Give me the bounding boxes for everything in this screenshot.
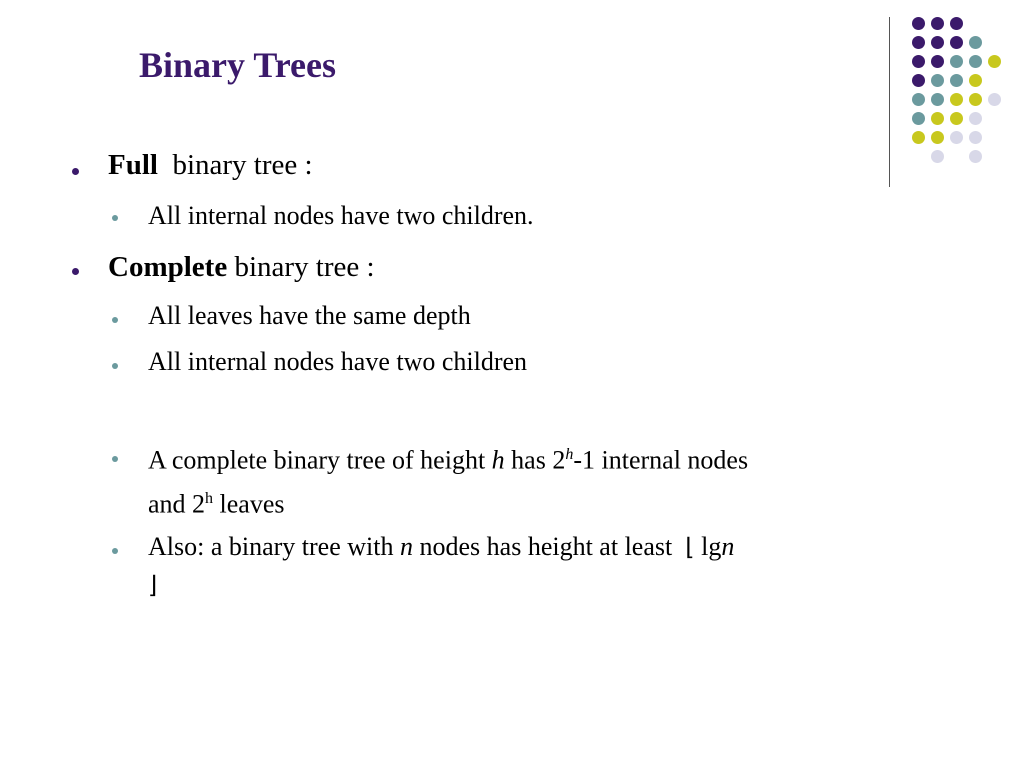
- floor-right-symbol: ⌋: [148, 571, 158, 599]
- also-text-1: Also: a binary tree with: [148, 532, 394, 561]
- decorative-dot: [950, 55, 963, 68]
- sub-bullet-icon: [112, 317, 118, 323]
- decorative-dot: [931, 93, 944, 106]
- also-text-2: nodes has height at least: [419, 532, 673, 561]
- height-sup: h: [565, 446, 574, 463]
- bullet-complete-term: Complete: [108, 251, 228, 283]
- decorative-dot: [950, 36, 963, 49]
- decorative-dot: [969, 74, 982, 87]
- sub-bullet-height: [148, 436, 908, 523]
- height-text-1: A complete binary tree of height: [148, 445, 486, 475]
- decorative-dot: [969, 55, 982, 68]
- bullet-full-text: binary tree :: [172, 149, 313, 181]
- decorative-dot: [912, 17, 925, 30]
- decorative-dot: [931, 17, 944, 30]
- also-var: n: [400, 532, 413, 561]
- decorative-dot: [912, 74, 925, 87]
- decorative-dot: [969, 150, 982, 163]
- decorative-dot: [931, 112, 944, 125]
- bullet-full-term: Full: [108, 149, 158, 181]
- decorative-dot: [931, 150, 944, 163]
- sub-bullet-icon: [112, 363, 118, 369]
- decorative-dot: [950, 131, 963, 144]
- slide-title: Binary Trees: [139, 45, 336, 85]
- sub-bullet-icon: [112, 215, 118, 221]
- decorative-dot: [950, 112, 963, 125]
- also-var-2: n: [721, 532, 735, 561]
- bullet-complete: [108, 250, 375, 284]
- bullet-full: [108, 148, 313, 182]
- decorative-dot: [950, 93, 963, 106]
- decorative-dot: [969, 112, 982, 125]
- decorative-dot: [931, 36, 944, 49]
- also-lg: lg: [701, 532, 722, 561]
- decorative-dot: [912, 93, 925, 106]
- decorative-dot: [969, 36, 982, 49]
- height-text-2: has 2: [511, 445, 566, 475]
- decorative-dot: [988, 55, 1001, 68]
- divider-line: [889, 17, 890, 187]
- decorative-dot: [950, 74, 963, 87]
- sub-bullet-icon: [112, 456, 118, 462]
- decorative-dot: [912, 131, 925, 144]
- decorative-dot: [950, 17, 963, 30]
- sub-bullet-icon: [112, 548, 118, 554]
- decorative-dot: [969, 131, 982, 144]
- height-text-4: and 2: [148, 489, 206, 519]
- decorative-dot: [988, 93, 1001, 106]
- bullet-icon: [72, 268, 79, 275]
- decorative-dot: [969, 93, 982, 106]
- sub-bullet-complete-1: All leaves have the same depth: [148, 301, 471, 330]
- sub-bullet-also: [148, 528, 908, 604]
- height-var: h: [491, 445, 505, 475]
- height-text-5: leaves: [219, 489, 285, 519]
- decorative-dot: [912, 55, 925, 68]
- bullet-complete-text: binary tree :: [234, 251, 375, 283]
- bullet-icon: [72, 168, 79, 175]
- decorative-dot: [912, 36, 925, 49]
- decorative-dot-grid: [0, 0, 1023, 170]
- decorative-dot: [931, 74, 944, 87]
- height-text-3: -1 internal nodes: [573, 445, 749, 475]
- sub-bullet-full-1: All internal nodes have two children.: [148, 201, 534, 230]
- height-sup2: h: [205, 489, 214, 507]
- floor-left-symbol: ⌊: [685, 533, 695, 561]
- decorative-dot: [912, 112, 925, 125]
- decorative-dot: [931, 55, 944, 68]
- sub-bullet-complete-2: All internal nodes have two children: [148, 347, 528, 376]
- decorative-dot: [931, 131, 944, 144]
